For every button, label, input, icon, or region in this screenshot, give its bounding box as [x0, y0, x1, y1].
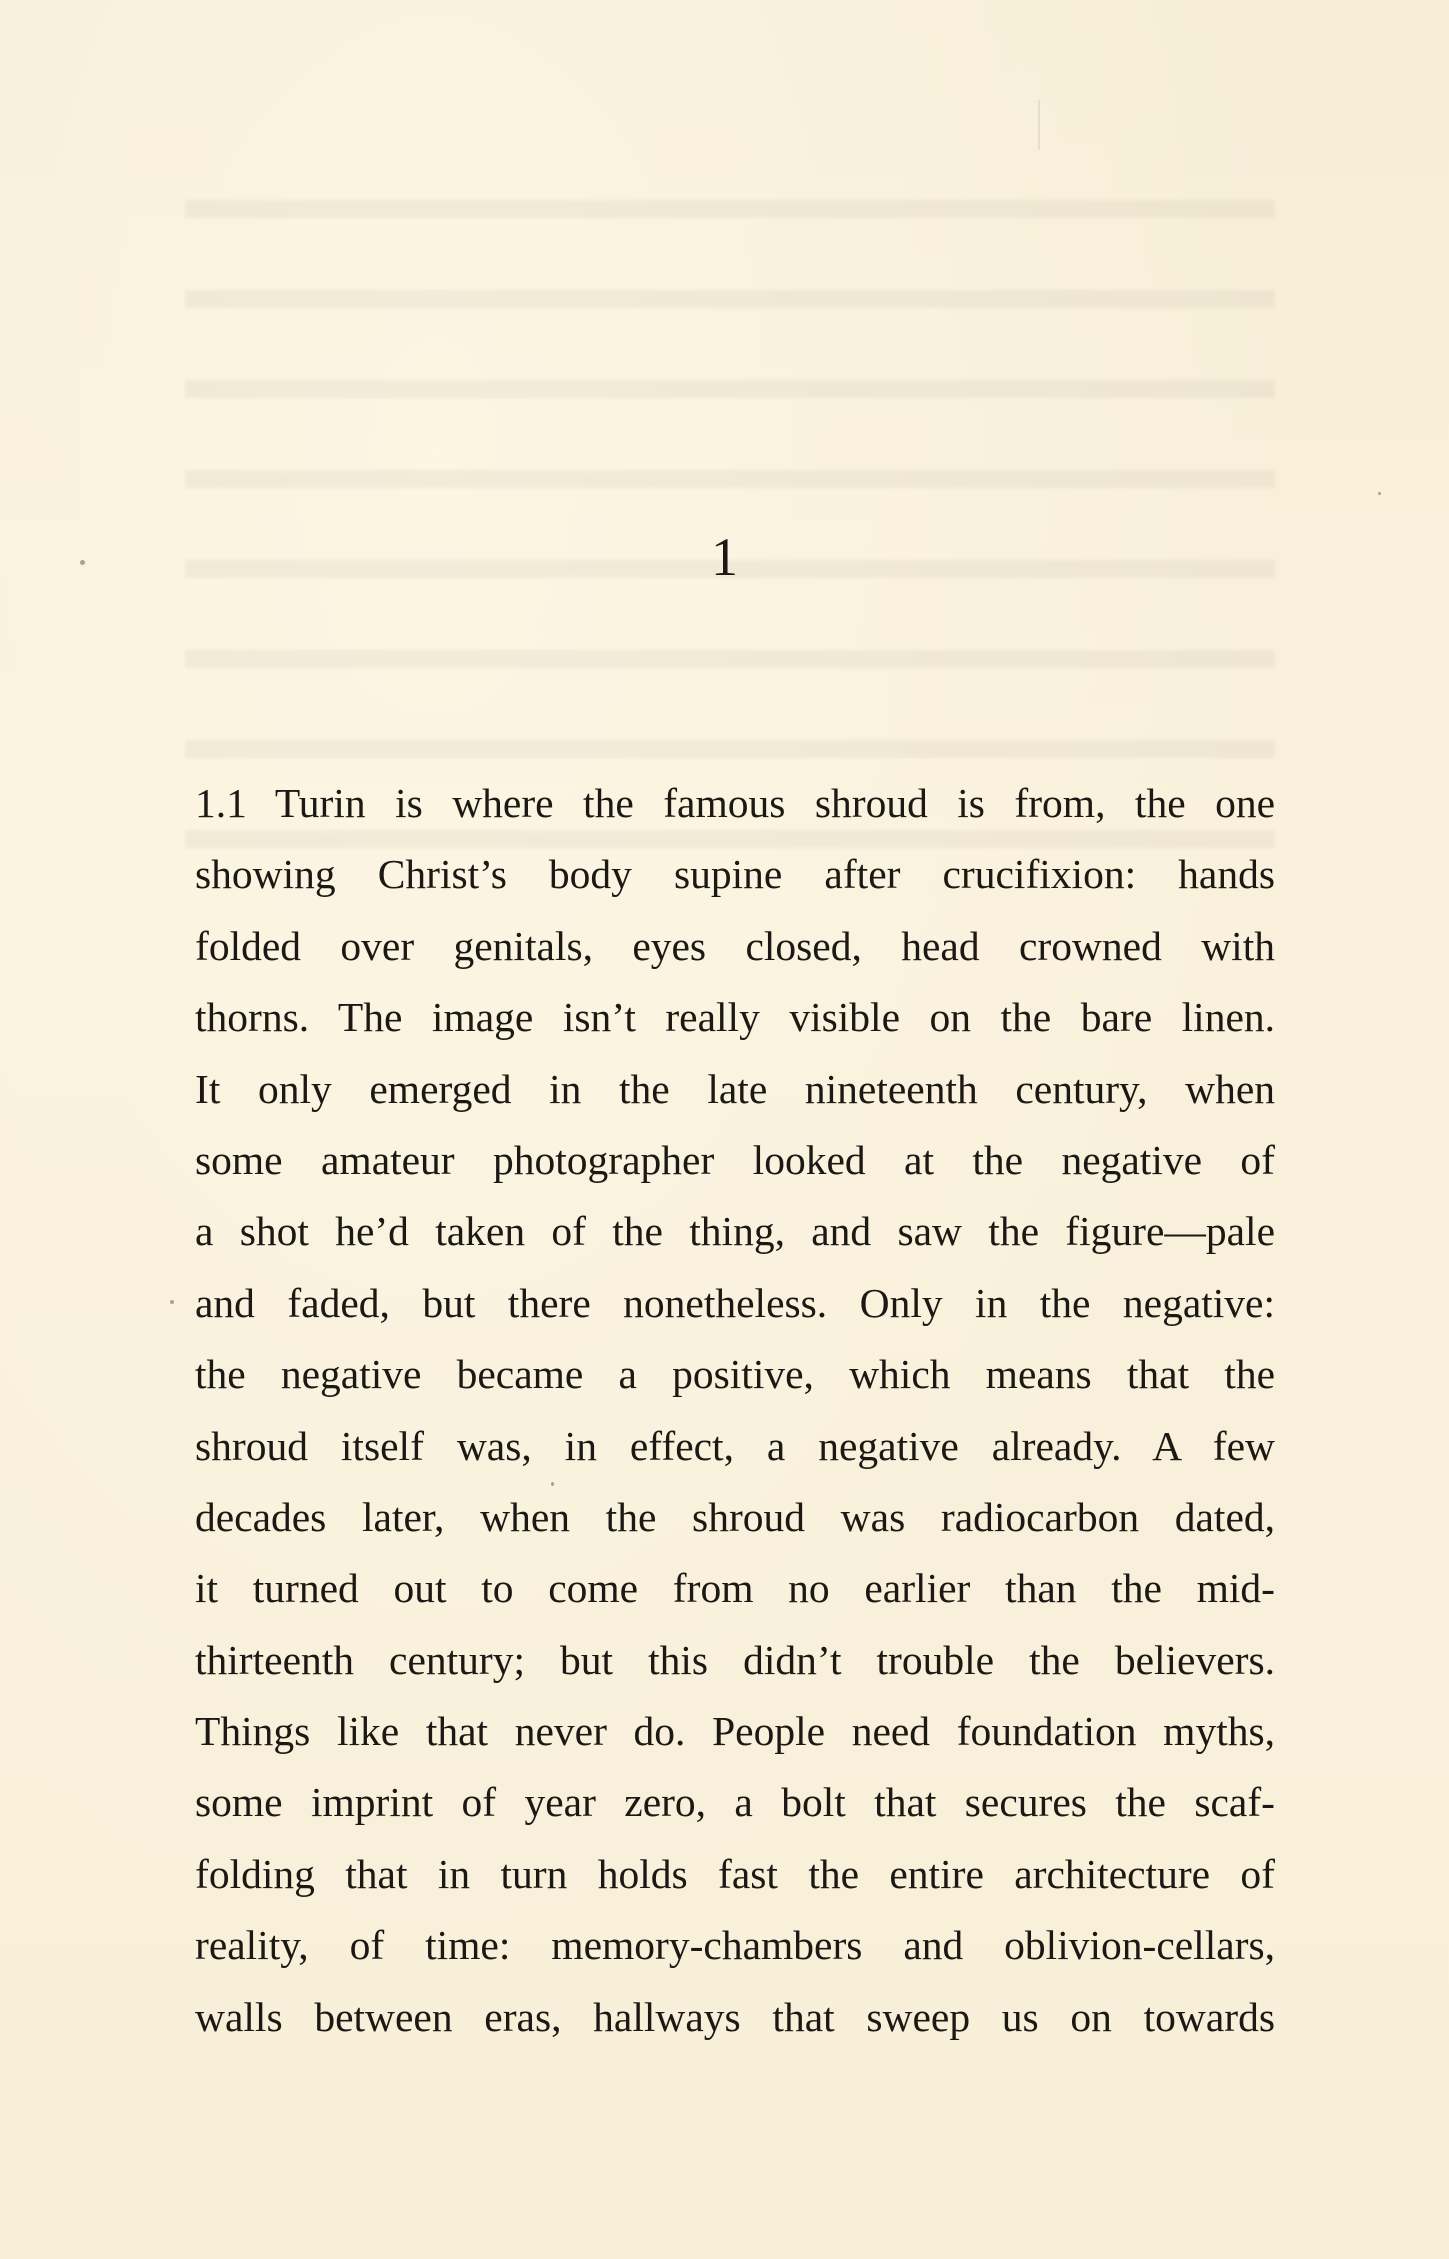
- paragraph-line: some amateur photographer looked at the negative of: [195, 1136, 1275, 1183]
- chapter-number: 1: [711, 527, 738, 587]
- paragraph-line: thirteenth century; but this didn’t trouble the believers.: [195, 1636, 1275, 1683]
- section-number: 1.1: [195, 780, 247, 826]
- paragraph-line: folded over genitals, eyes closed, head crowned with: [195, 922, 1275, 969]
- paragraph-line: thorns. The image isn’t really visible on the bare linen.: [195, 994, 1275, 1041]
- paragraph-line: Things like that never do. People need foundation myths,: [195, 1708, 1275, 1755]
- paragraph-line: the negative became a positive, which means that the: [195, 1351, 1275, 1398]
- paragraph-line: some imprint of year zero, a bolt that secures the scaf-: [195, 1779, 1275, 1826]
- show-through-text: [185, 200, 1275, 780]
- line-text: Turin is where the famous shroud is from, the one: [274, 780, 1275, 826]
- paragraph-line: it turned out to come from no earlier than the mid-: [195, 1565, 1275, 1612]
- paragraph-line: a shot he’d taken of the thing, and saw the figure—pale: [195, 1208, 1275, 1255]
- paragraph-line: folding that in turn holds fast the entire architecture of: [195, 1850, 1275, 1897]
- paragraph-line: and faded, but there nonetheless. Only in the negative:: [195, 1279, 1275, 1326]
- paper-speck: [1038, 100, 1040, 150]
- paragraph-line: [195, 768, 1275, 839]
- paragraph-line: It only emerged in the late nineteenth century, when: [195, 1065, 1275, 1112]
- paragraph-line: shroud itself was, in effect, a negative already. A few: [195, 1422, 1275, 1469]
- paragraph-line: reality, of time: memory-chambers and oblivion-cellars,: [195, 1922, 1275, 1969]
- section-paragraph: [195, 768, 1275, 2053]
- paragraph-line: decades later, when the shroud was radiocarbon dated,: [195, 1493, 1275, 1540]
- paragraph-line: walls between eras, hallways that sweep us on towards: [195, 1993, 1275, 2040]
- paper-speck: [1378, 492, 1381, 495]
- paragraph-line: showing Christ’s body supine after crucifixion: hands: [195, 851, 1275, 898]
- paper-speck: [170, 1300, 174, 1304]
